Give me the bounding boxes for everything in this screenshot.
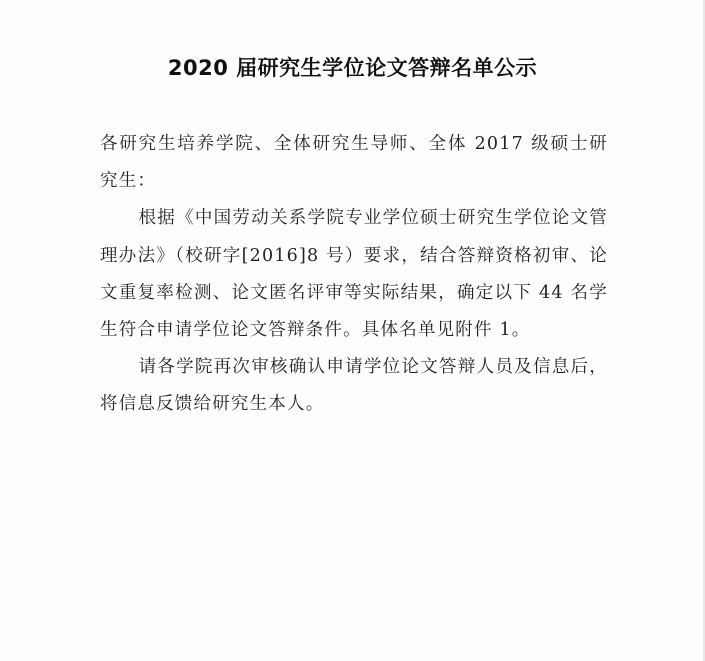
paragraph-1: 根据《中国劳动关系学院专业学位硕士研究生学位论文管理办法》（校研字[2016]8 号）要求，结合答辩资格初审、论文重复率检测、论文匿名评审等实际结果，确定以下 44 名学生符合申请学位论文答辩条件。具体名单见附件 1。 [100, 208, 608, 341]
document-body [100, 126, 608, 424]
salutation: 各研究生培养学院、全体研究生导师、全体 2017 级硕士研究生： [100, 134, 608, 192]
paragraph-2: 请各学院再次审核确认申请学位论文答辩人员及信息后，将信息反馈给研究生本人。 [100, 357, 608, 415]
document-title: 2020 届研究生学位论文答辩名单公示 [167, 56, 538, 80]
